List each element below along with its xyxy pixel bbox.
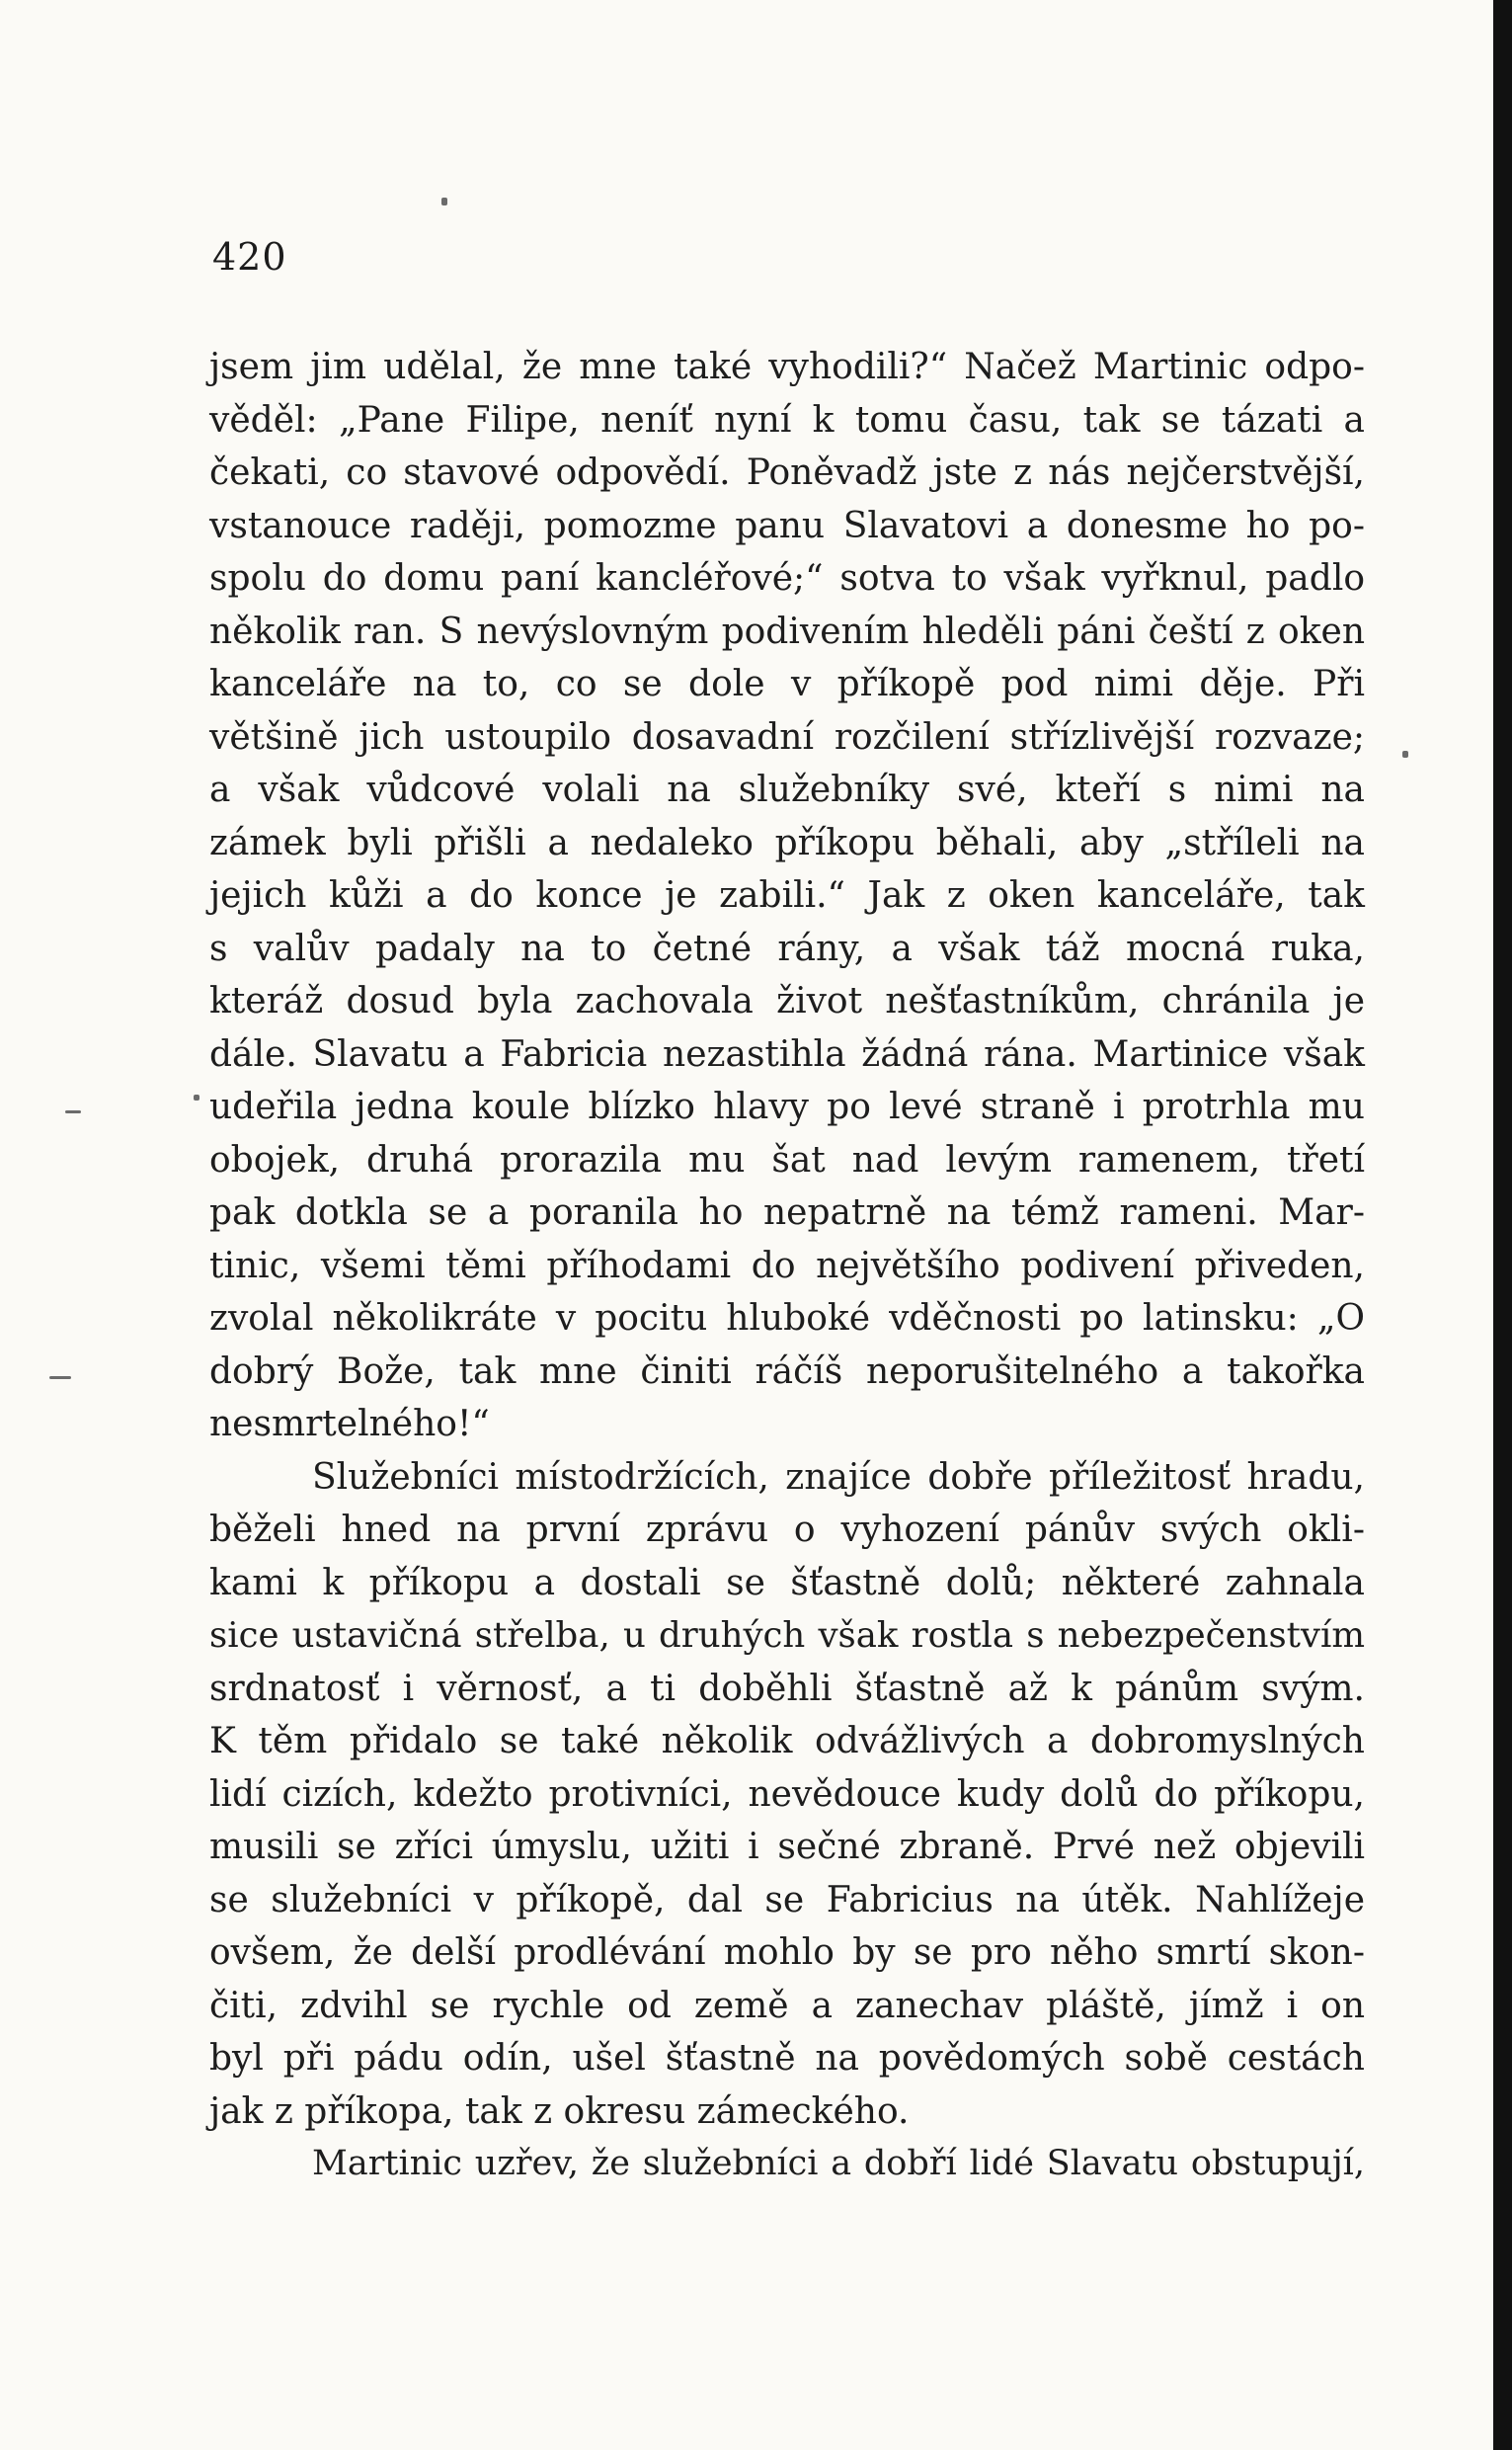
text-line: jejich kůži a do konce je zabili.“ Jak z oken kanceláře, tak [209,875,1365,916]
text-line: vstanouce raději, pomozme panu Slavatovi a donesme ho po- [209,505,1365,546]
body-text [209,341,1365,2191]
text-line: jsem jim udělal, že mne také vyhodili?“ Načež Martinic odpo- [209,347,1365,387]
text-line: sice ustavičná střelba, u druhých však rostla s nebezpečenstvím [209,1615,1365,1656]
text-line: dále. Slavatu a Fabricia nezastihla žádná rána. Martinice však [209,1033,1365,1075]
text-line: srdnatosť i věrnosť, a ti doběhli šťastně až k pánům svým. [209,1668,1365,1709]
text-line: se služebníci v příkopě, dal se Fabricius na útěk. Nahlížeje [209,1879,1365,1920]
margin-speck [194,1095,199,1101]
text-line: K těm přidalo se také několik odvážlivých a dobromyslných [209,1721,1365,1761]
text-line: dobrý Bože, tak mne činiti ráčíš neporušitelného a takořka [209,1350,1365,1392]
text-line: nesmrtelného!“ [209,1404,490,1444]
margin-speck [441,198,447,205]
margin-speck [1402,751,1408,758]
scan-edge [1493,0,1512,2450]
text-line: zámek byli přišli a nedaleko příkopu běhali, aby „stříleli na [209,822,1365,863]
text-line: většině jich ustoupilo dosavadní rozčilení střízlivější rozvaze; [209,716,1365,758]
text-line: běželi hned na první zprávu o vyhození pánův svých okli- [209,1510,1365,1550]
text-line: čiti, zdvihl se rychle od země a zanechav pláště, jímž i on [209,1985,1365,2026]
paragraph-first-line: Služebníci místodržících, znajíce dobře příležitosť hradu, [312,1456,1365,1498]
text-line: věděl: „Pane Filipe, neníť nyní k tomu času, tak se tázati a [209,399,1365,441]
text-line: ovšem, že delší prodlévání mohlo by se pro něho smrtí skon- [209,1932,1365,1973]
paragraph-first-line: Martinic uzřev, že služebníci a dobří lidé Slavatu obstupují, [312,2144,1365,2183]
text-line: jak z příkopa, tak z okresu zámeckého. [209,2090,910,2132]
text-line: lidí cizích, kdežto protivníci, nevědouce kudy dolů do příkopu, [209,1773,1365,1815]
text-line: obojek, druhá prorazila mu šat nad levým ramenem, třetí [209,1139,1365,1181]
text-line: byl při pádu odín, ušel šťastně na povědomých sobě cestách [209,2038,1365,2079]
text-line: udeřila jedna koule blízko hlavy po levé straně i protrhla mu [209,1087,1365,1127]
text-line: kami k příkopu a dostali se šťastně dolů; některé zahnala [209,1562,1365,1603]
text-line: a však vůdcové volali na služebníky své, kteří s nimi na [209,770,1365,810]
text-line: zvolal několikráte v pocitu hluboké vděčnosti po latinsku: „O [209,1298,1365,1339]
text-line: pak dotkla se a poranila ho nepatrně na témž rameni. Mar- [209,1192,1365,1233]
page-number: 420 [212,235,287,279]
text-line: spolu do domu paní kancléřové;“ sotva to však vyřknul, padlo [209,558,1365,599]
margin-speck [65,1110,81,1113]
text-line: kteráž dosud byla zachovala život nešťastníkům, chránila je [209,981,1365,1021]
text-line: s valův padaly na to četné rány, a však táž mocná ruka, [209,928,1365,969]
text-line: několik ran. S nevýslovným podivením hleděli páni čeští z oken [209,611,1365,652]
text-line: tinic, všemi těmi příhodami do největšího podivení přiveden, [209,1245,1365,1286]
text-line: musili se zříci úmyslu, užiti i sečné zbraně. Prvé než objevili [209,1827,1365,1867]
text-line: kanceláře na to, co se dole v příkopě pod nimi děje. Při [209,664,1365,704]
margin-speck [49,1376,71,1379]
text-line: čekati, co stavové odpovědí. Poněvadž jste z nás nejčerstvější, [209,452,1365,493]
